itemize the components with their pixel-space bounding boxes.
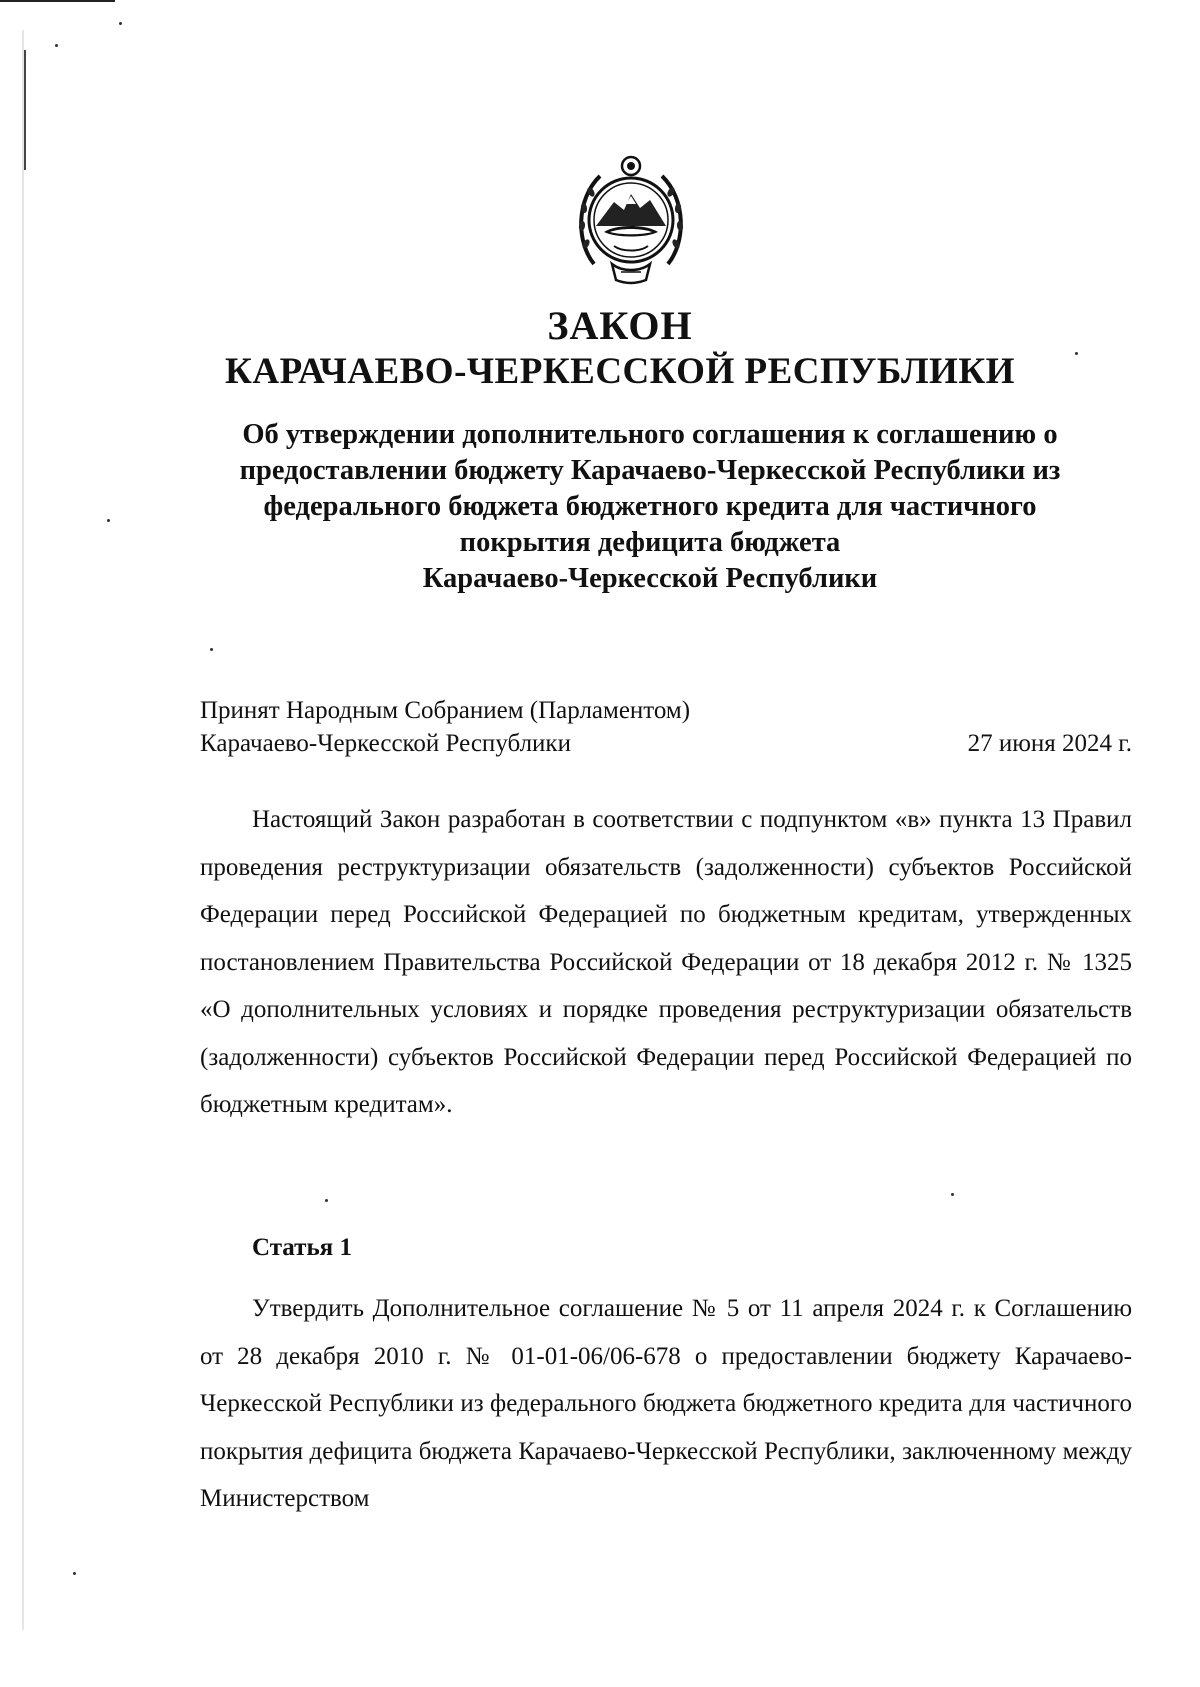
republic-name-heading: КАРАЧАЕВО-ЧЕРКЕССКОЙ РЕСПУБЛИКИ — [225, 351, 1015, 392]
scan-speck — [210, 648, 213, 651]
subject-line: федерального бюджета бюджетного кредита для частичного — [263, 491, 1037, 522]
adoption-body-line: Принят Народным Собранием (Парламентом) — [200, 697, 691, 724]
article-1-heading: Статья 1 — [252, 1234, 352, 1261]
subject-line: Об утверждении дополнительного соглашения к соглашению о — [242, 419, 1058, 450]
adoption-body-name: Карачаево-Черкесской Республики — [200, 730, 571, 757]
scan-speck — [1075, 352, 1078, 355]
scan-speck — [951, 1193, 954, 1196]
scan-speck — [55, 44, 58, 47]
scan-speck — [325, 1199, 328, 1202]
adoption-block — [200, 694, 1132, 760]
adoption-row — [200, 727, 1132, 760]
subject-line: покрытия дефицита бюджета — [459, 527, 841, 558]
scan-edge-top — [0, 0, 115, 2]
scan-speck — [73, 1572, 76, 1575]
subject-line: предоставлении бюджету Карачаево-Черкесской Республики из — [239, 455, 1061, 486]
preamble-paragraph: Настоящий Закон разработан в соответствии с подпунктом «в» пункта 13 Правил проведения реструктуризации обязательств (задолженности) субъектов Российской Федерации перед Российской Федерацией по бюджетным кредитам, утвержденных постановлением Правительства Российской Федерации от 18 декабря 2012 г. № 1325 «О дополнительных условиях и порядке проведения реструктуризации обязательств (задолженности) субъектов Российской Федерации перед Российской Федерацией по бюджетным кредитам». — [200, 806, 1132, 1118]
article-1-paragraph: Утвердить Дополнительное соглашение № 5 от 11 апреля 2024 г. к Соглашению от 28 декабря 2010 г. № 01-01-06/06-678 о предоставлении бюджету Карачаево-Черкесской Республики из федерального бюджета бюджетного кредита для частичного покрытия дефицита бюджета Карачаево-Черкесской Республики, заключенному между Министерством — [200, 1295, 1132, 1512]
adoption-date: 27 июня 2024 г. — [967, 730, 1132, 757]
scan-edge-left — [22, 30, 24, 1630]
law-subject-heading — [150, 417, 1150, 597]
coat-of-arms-emblem-icon — [574, 154, 688, 289]
law-title: ЗАКОН — [547, 303, 693, 348]
scan-speck — [119, 22, 122, 25]
subject-line: Карачаево-Черкесской Республики — [422, 563, 878, 594]
scan-speck — [107, 519, 110, 522]
scan-margin-mark — [24, 50, 26, 170]
